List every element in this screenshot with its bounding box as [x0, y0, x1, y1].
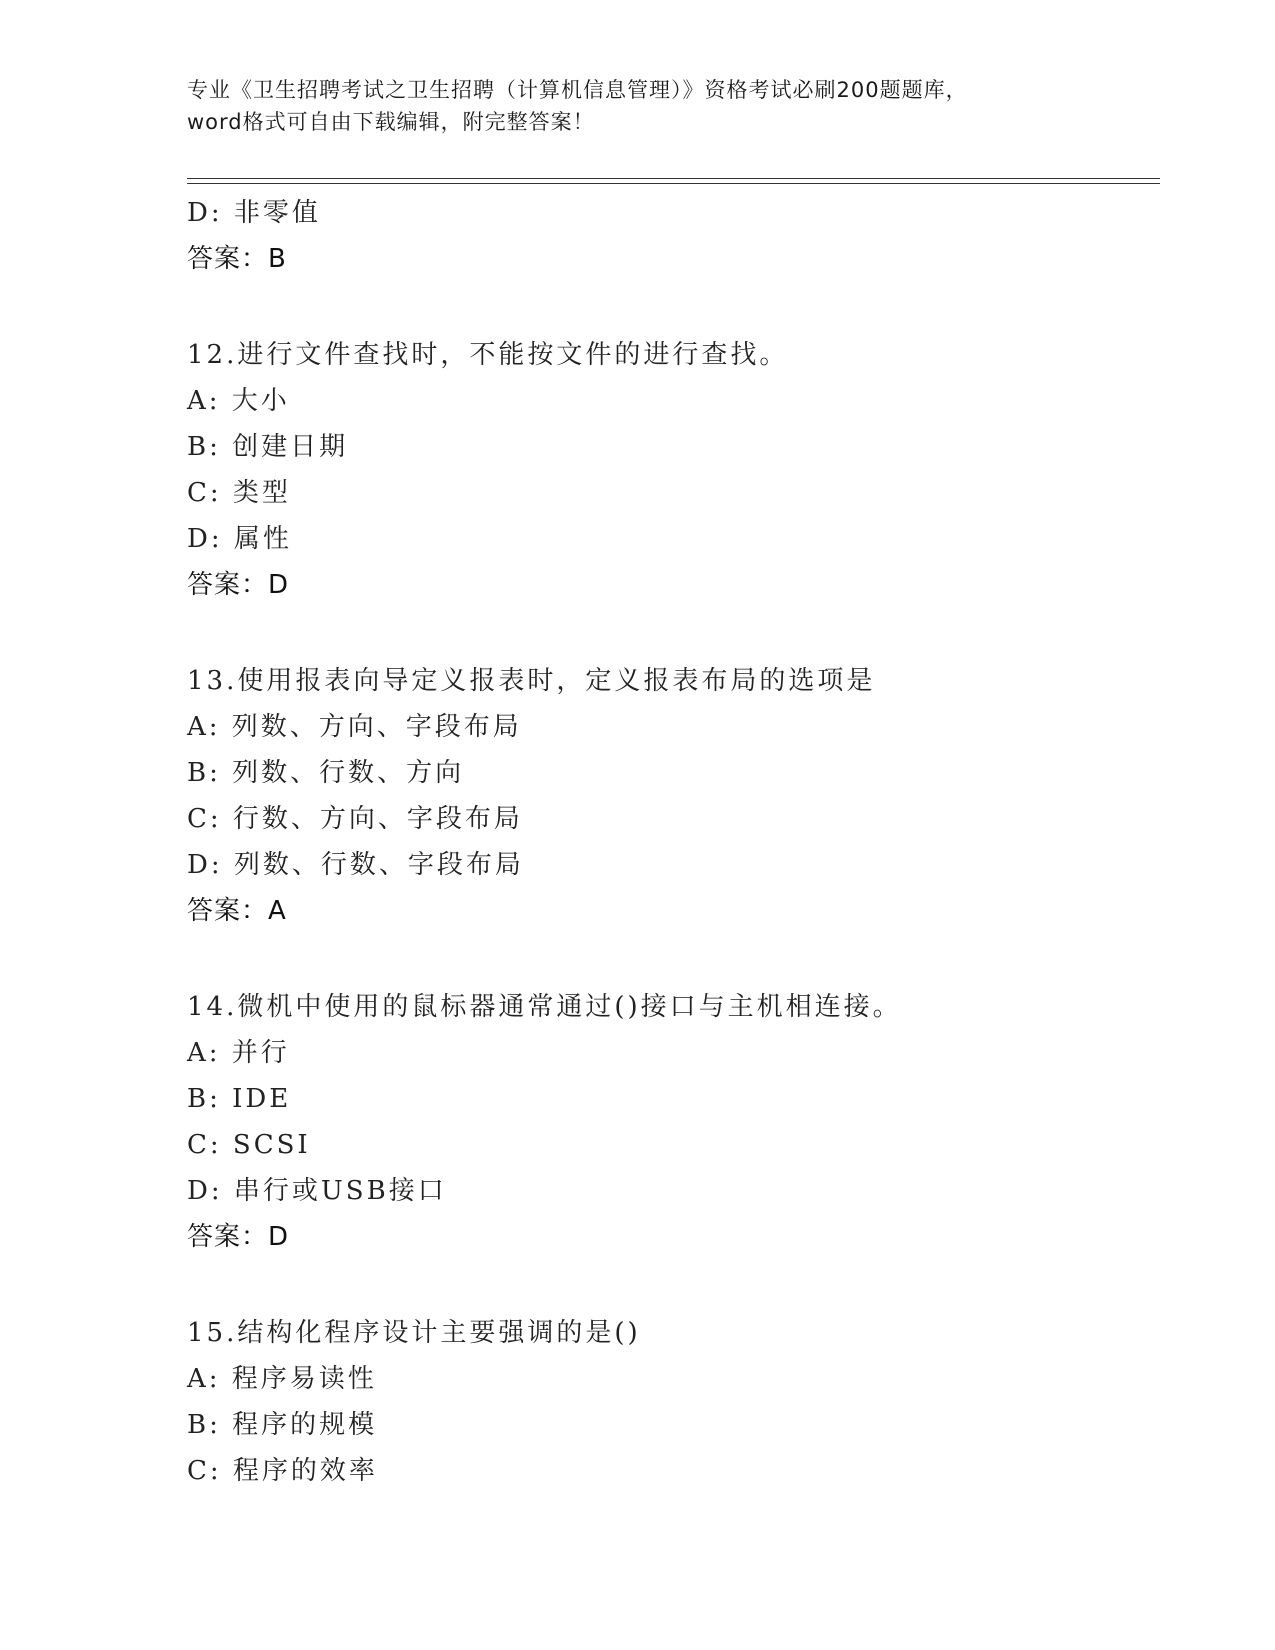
question-list: [187, 190, 1167, 1494]
option-line: A: 大小: [187, 386, 290, 416]
question-block-13: [187, 658, 1167, 934]
question-stem: 13.使用报表向导定义报表时，定义报表布局的选项是: [187, 666, 876, 696]
option-line: A: 列数、方向、字段布局: [187, 712, 522, 742]
option-line: A: 程序易读性: [187, 1364, 377, 1394]
question-block-12: [187, 332, 1167, 608]
option-line: D: 非零值: [187, 198, 321, 228]
header-rule-bottom: [187, 183, 1160, 184]
answer-line: 答案：B: [187, 244, 287, 274]
header-rule-top: [187, 178, 1160, 179]
option-line: C: 程序的效率: [187, 1456, 378, 1486]
option-line: B: 列数、行数、方向: [187, 758, 465, 788]
answer-line: 答案：D: [187, 570, 290, 600]
option-line: C: 行数、方向、字段布局: [187, 804, 523, 834]
option-line: C: 类型: [187, 478, 291, 508]
header-title-line-1: 专业《卫生招聘考试之卫生招聘（计算机信息管理）》资格考试必刷200题题库，: [187, 78, 968, 102]
option-line: D: 属性: [187, 524, 292, 554]
question-stem: 15.结构化程序设计主要强调的是(): [187, 1318, 641, 1348]
option-line: B: 创建日期: [187, 432, 349, 462]
option-line: B: 程序的规模: [187, 1410, 378, 1440]
question-block-11-tail: [187, 190, 1167, 282]
question-stem: 14.微机中使用的鼠标器通常通过()接口与主机相连接。: [187, 992, 902, 1022]
question-block-14: [187, 984, 1167, 1260]
option-line: D: 串行或USB接口: [187, 1176, 447, 1206]
question-stem: 12.进行文件查找时，不能按文件的进行查找。: [187, 340, 789, 370]
page-header: [187, 74, 1087, 138]
option-line: A: 并行: [187, 1038, 290, 1068]
header-title-line-2: word格式可自由下载编辑，附完整答案！: [187, 110, 595, 134]
option-line: C: SCSI: [187, 1130, 311, 1160]
answer-line: 答案：A: [187, 896, 287, 926]
question-block-15: [187, 1310, 1167, 1494]
option-line: D: 列数、行数、字段布局: [187, 850, 524, 880]
answer-line: 答案：D: [187, 1222, 290, 1252]
option-line: B: IDE: [187, 1084, 292, 1114]
